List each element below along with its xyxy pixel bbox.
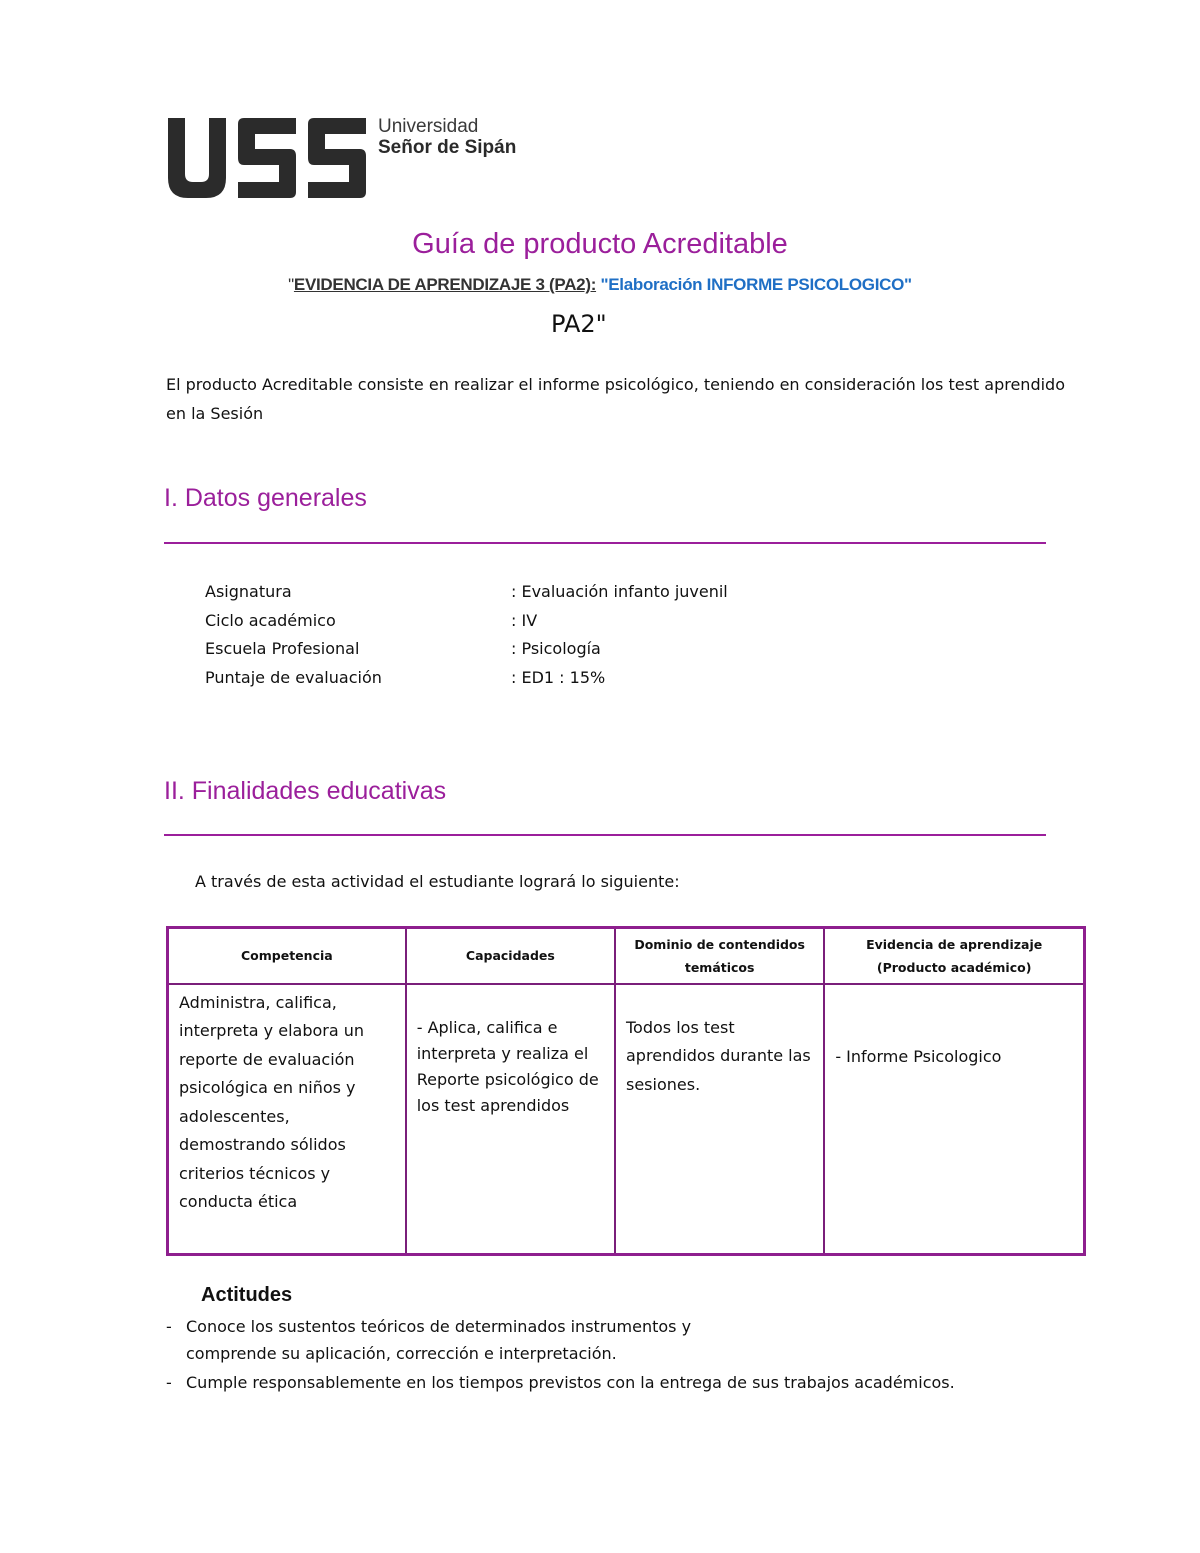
intro-paragraph: El producto Acreditable consiste en realizar el informe psicológico, teniendo en consideración los test aprendido en la Sesión xyxy=(166,375,1065,423)
table-header-cell: Competencia xyxy=(168,928,406,984)
section-title-datos-generales: I. Datos generales xyxy=(164,484,367,512)
document-subtitle xyxy=(0,275,1200,295)
data-value: : ED1 : 15% xyxy=(511,667,606,687)
data-label: Puntaje de evaluación xyxy=(205,667,382,687)
section-lead-text: A través de esta actividad el estudiante logrará lo siguiente: xyxy=(195,872,680,891)
bullet-dash: - xyxy=(166,1317,172,1336)
document-title: Guía de producto Acreditable xyxy=(412,228,788,260)
list-item xyxy=(166,1313,1066,1367)
data-value: : Psicología xyxy=(511,639,601,658)
subtitle-evidence: EVIDENCIA DE APRENDIZAJE 3 (PA2): xyxy=(293,275,597,294)
competency-table xyxy=(166,926,1086,1256)
section-divider xyxy=(164,834,1046,836)
table-cell-dominio: Todos los test aprendidos durante las sesiones. xyxy=(615,984,824,1255)
data-label: Ciclo académico xyxy=(205,610,336,630)
table-header-cell: Capacidades xyxy=(406,928,615,984)
list-item xyxy=(166,1369,1066,1396)
table-cell-capacidades: - Aplica, califica e interpreta y realiza el Reporte psicológico de los test aprendidos xyxy=(406,984,615,1255)
section-divider xyxy=(164,542,1046,544)
attitudes-title: Actitudes xyxy=(201,1284,293,1306)
table-cell-competencia: Administra, califica, interpreta y elabora un reporte de evaluación psicológica en niños y adolescentes, demostrando sólidos criterios técnicos y conducta ética xyxy=(168,984,406,1255)
table-row xyxy=(168,984,1085,1255)
attitudes-list xyxy=(166,1313,1066,1398)
subtitle-open-quote: " xyxy=(288,275,294,294)
table-header-cell: Dominio de contendidos temáticos xyxy=(615,928,824,984)
data-label: Escuela Profesional xyxy=(205,639,360,658)
section-title-finalidades: II. Finalidades educativas xyxy=(164,777,447,805)
bullet-dash: - xyxy=(166,1373,172,1392)
table-header-row xyxy=(168,928,1085,984)
data-label: Asignatura xyxy=(205,582,292,601)
university-name-line1: Universidad xyxy=(378,116,479,137)
uss-logo-mark xyxy=(168,116,368,200)
list-item-text: Cumple responsablemente en los tiempos previstos con la entrega de sus trabajos académicos. xyxy=(186,1373,955,1392)
subtitle-elaboration: "Elaboración INFORME PSICOLOGICO" xyxy=(600,275,912,294)
data-value: : Evaluación infanto juvenil xyxy=(511,582,728,601)
table-cell-evidencia: - Informe Psicologico xyxy=(824,984,1084,1255)
list-item-text: Conoce los sustentos teóricos de determinados instrumentos y comprende su aplicación, corrección e interpretación. xyxy=(186,1317,692,1363)
university-name-line2: Señor de Sipán xyxy=(378,137,517,158)
subtitle-tail: PA2" xyxy=(551,310,607,338)
table-header-cell: Evidencia de aprendizaje (Producto académico) xyxy=(824,928,1084,984)
data-value: : IV xyxy=(511,610,538,630)
